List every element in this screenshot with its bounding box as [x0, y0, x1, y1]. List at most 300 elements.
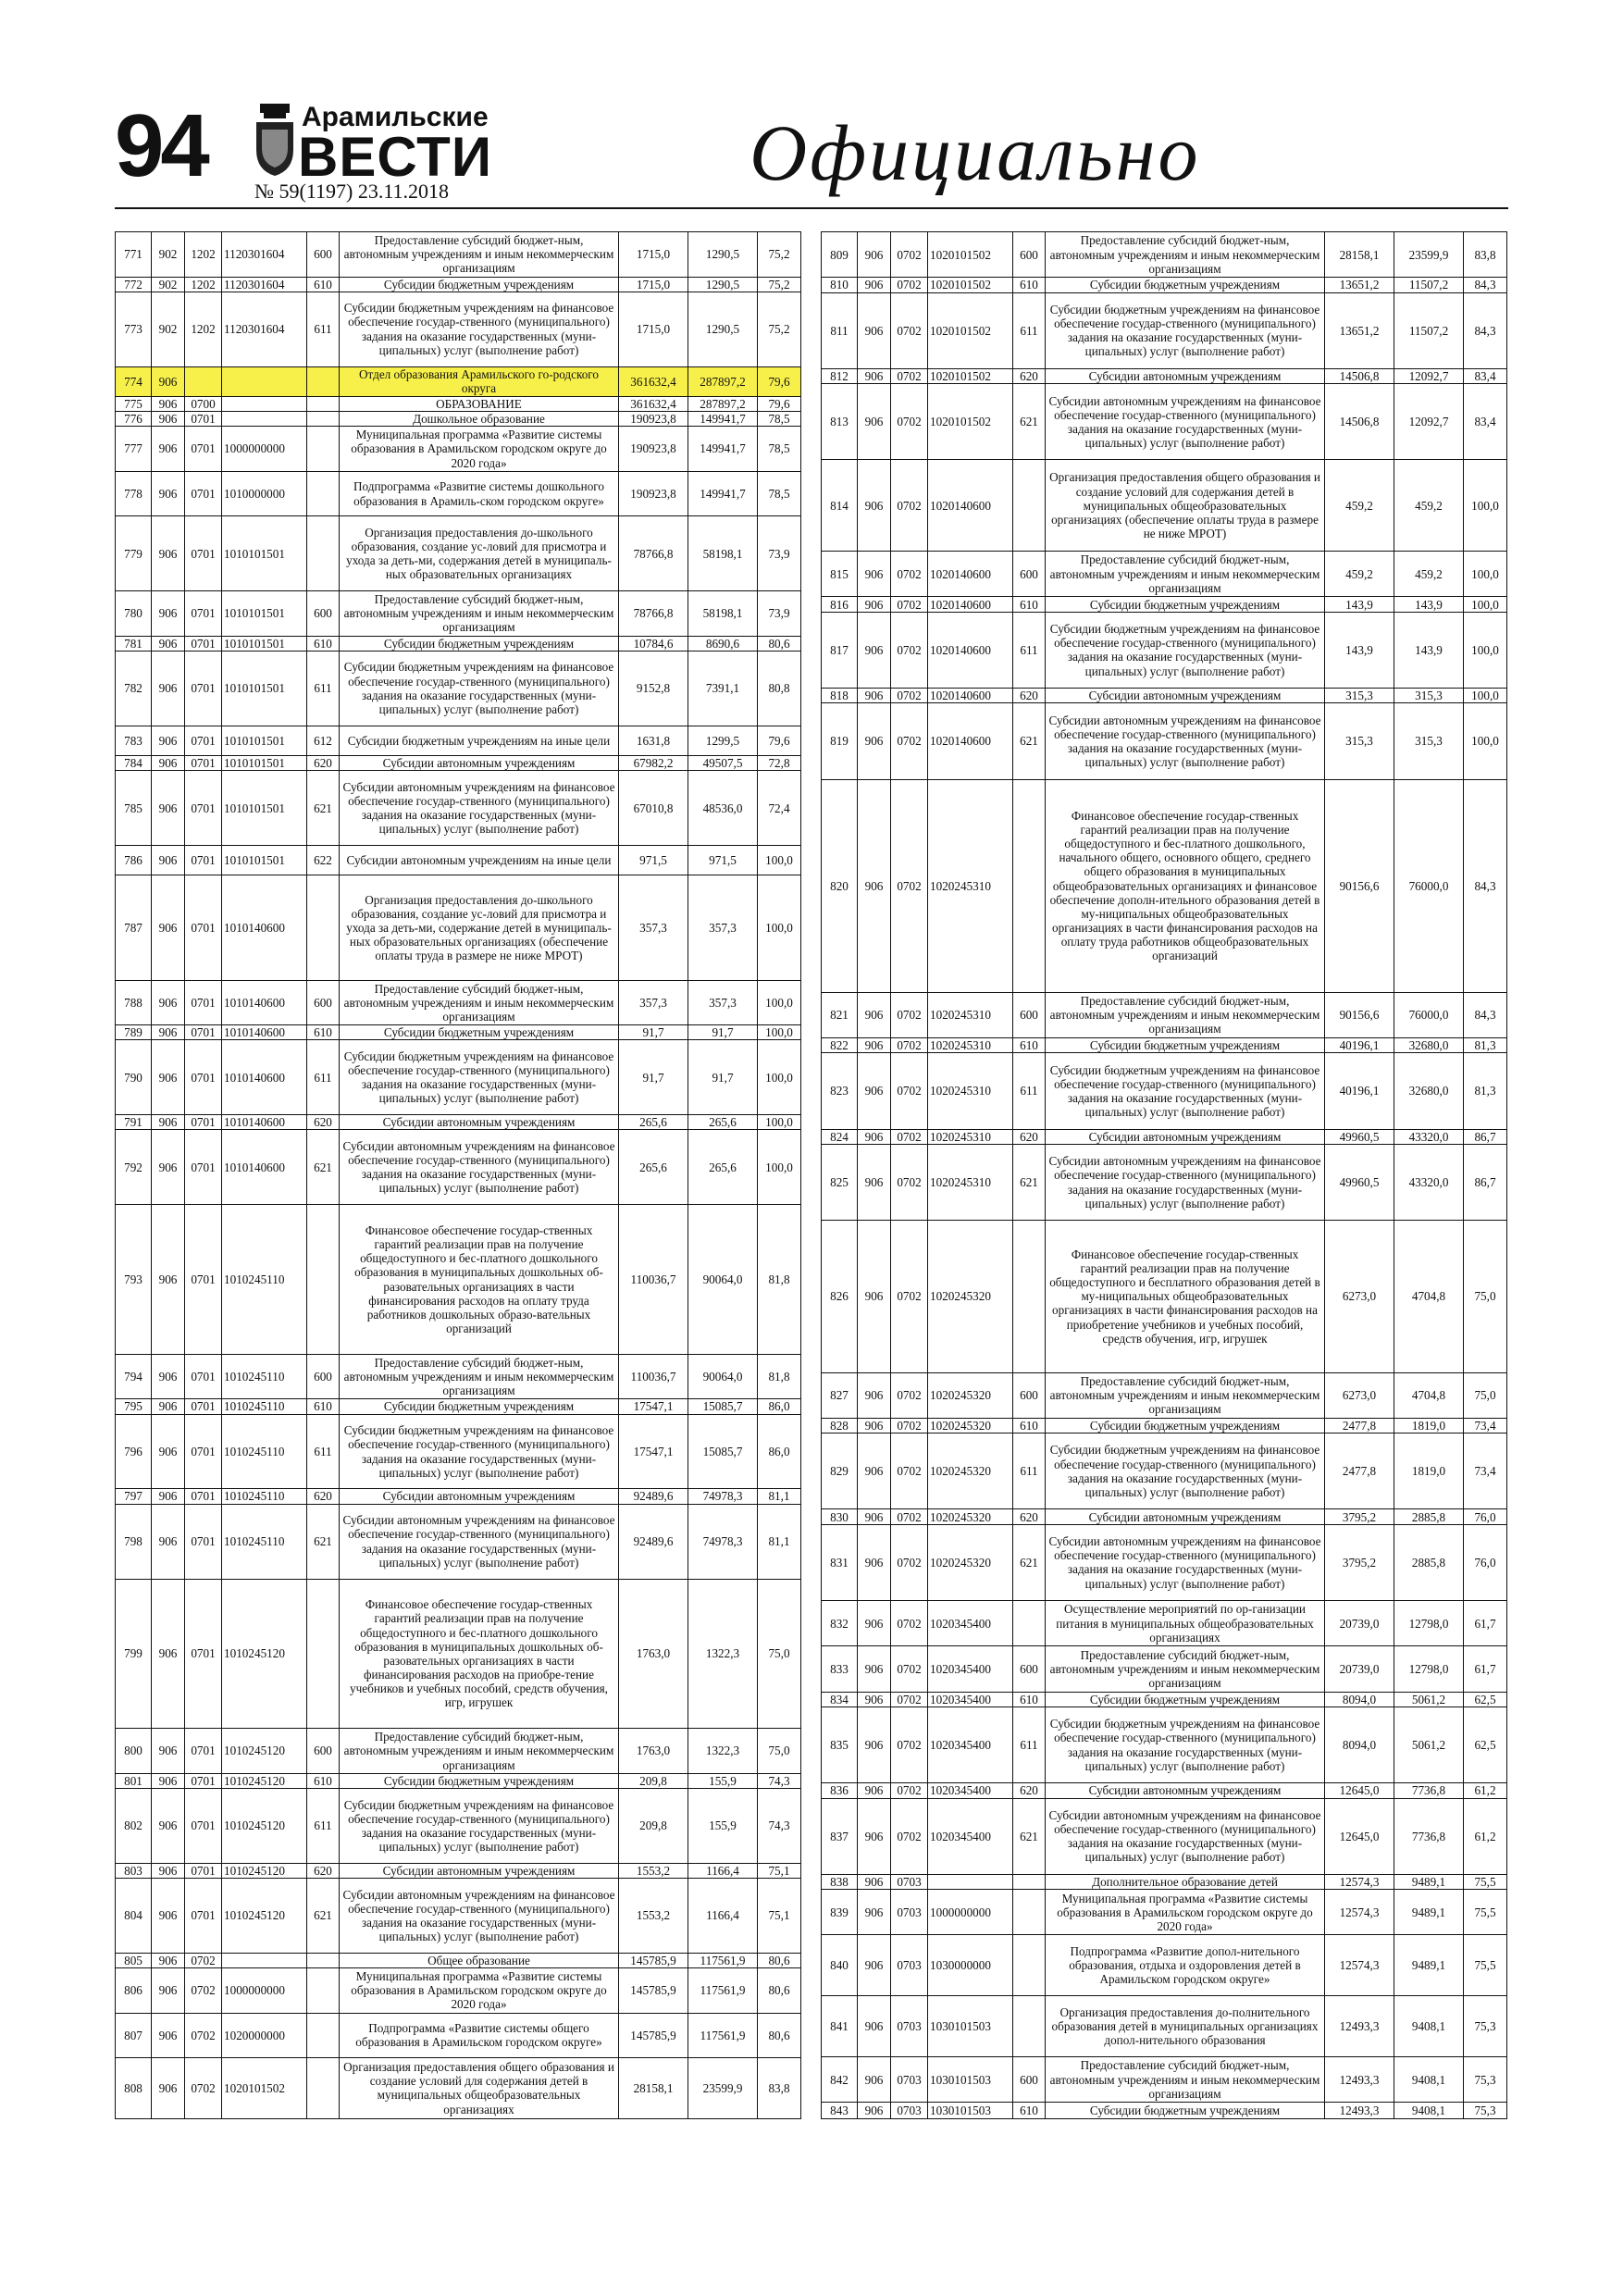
item-name-cell: Организация предоставления общего образования и создание условий для содержания детей в муниципальных общеобразовательных организациях (обеспечение оплаты труда в размере не ниже МРОТ) [1046, 460, 1325, 551]
row-number-cell: 781 [116, 637, 152, 651]
row-number-cell: 802 [116, 1789, 152, 1863]
grbs-cell: 906 [152, 875, 185, 979]
planned-amount-cell: 17547,1 [619, 1399, 688, 1413]
executed-amount-cell: 58198,1 [688, 516, 758, 590]
item-name-cell: Субсидии бюджетным учреждениям [1046, 1693, 1325, 1706]
section-cell: 0702 [891, 369, 928, 383]
section-cell: 0702 [891, 1221, 928, 1371]
section-cell: 0701 [185, 1399, 222, 1413]
table-row [116, 1115, 800, 1130]
planned-amount-cell: 1715,0 [619, 292, 688, 366]
item-name-cell: Субсидии бюджетным учреждениям [1046, 278, 1325, 292]
section-cell: 0701 [185, 1355, 222, 1399]
expense-type-cell [307, 1954, 340, 1967]
section-cell: 0702 [891, 1433, 928, 1508]
grbs-cell: 906 [152, 397, 185, 411]
executed-amount-cell: 23599,9 [1394, 232, 1464, 277]
target-article-cell: 1010140600 [222, 1130, 307, 1204]
target-article-cell: 1010140600 [222, 1040, 307, 1114]
row-number-cell: 778 [116, 472, 152, 516]
section-cell: 0701 [185, 637, 222, 651]
executed-amount-cell: 357,3 [688, 981, 758, 1025]
item-name-cell: Предоставление субсидий бюджет-ным, автономным учреждениям и иным некоммерческим организациям [340, 591, 619, 636]
table-row [116, 278, 800, 292]
executed-amount-cell: 15085,7 [688, 1399, 758, 1413]
section-cell: 0701 [185, 1505, 222, 1579]
table-row [116, 2014, 800, 2059]
item-name-cell: Осуществление мероприятий по ор-ганизации питания в муниципальных общеобразовательных организациях [1046, 1601, 1325, 1645]
row-number-cell: 829 [822, 1433, 858, 1508]
row-number-cell: 832 [822, 1601, 858, 1645]
percent-cell: 62,5 [1474, 1738, 1496, 1752]
planned-amount-cell: 315,3 [1325, 703, 1394, 778]
percent-cell: 75,3 [1474, 2072, 1496, 2087]
budget-table-left [115, 231, 801, 2119]
percent-cell: 80,8 [768, 681, 790, 696]
planned-amount-cell: 190923,8 [619, 427, 688, 471]
grbs-cell: 906 [858, 552, 891, 596]
grbs-cell: 906 [858, 1145, 891, 1220]
item-name-cell: Субсидии автономным учреждениям на финансовое обеспечение государ-ственного (муниципального) задания на оказание государственных (муни-ципальных) услуг (выполнение работ) [1046, 1145, 1325, 1220]
expense-type-cell: 611 [1013, 1707, 1046, 1782]
table-row [116, 367, 800, 397]
table-row [822, 613, 1506, 689]
planned-amount-cell: 13651,2 [1325, 293, 1394, 368]
item-name-cell: Субсидии бюджетным учреждениям на финансовое обеспечение государ-ственного (муниципального) задания на оказание государственных (муни-ципальных) услуг (выполнение работ) [1046, 1433, 1325, 1508]
item-name-cell: Муниципальная программа «Развитие системы образования в Арамильском городском округе до 2020 года» [340, 427, 619, 471]
table-row [822, 689, 1506, 703]
target-article-cell: 1000000000 [928, 1890, 1013, 1934]
percent-cell: 75,2 [768, 277, 790, 292]
planned-amount-cell: 6273,0 [1325, 1373, 1394, 1418]
expense-type-cell [307, 1968, 340, 2013]
newspaper-name-main: ВЕСТИ [298, 126, 492, 188]
row-number-cell: 840 [822, 1935, 858, 1995]
item-name-cell: Финансовое обеспечение государ-ственных гарантий реализации прав на получение общедоступного и бес-платного дошкольного, начального общего, основного общего, среднего общего образования в муниципальных общеобразовательных организациях и финансовое обеспечение дополн-ительного образования детей в му-ниципальных общеобразовательных организациях в части финансирования расходов на оплату труда работников общеобразовательных организаций [1046, 780, 1325, 992]
table-row [116, 412, 800, 427]
expense-type-cell: 621 [1013, 384, 1046, 459]
section-cell [185, 367, 222, 396]
item-name-cell: Субсидии автономным учреждениям на финансовое обеспечение государ-ственного (муниципального) задания на оказание государственных (муни-ципальных) услуг (выполнение работ) [340, 1130, 619, 1204]
table-row [822, 1221, 1506, 1372]
row-number-cell: 794 [116, 1355, 152, 1399]
grbs-cell: 906 [152, 2058, 185, 2118]
percent-cell: 83,8 [1474, 247, 1496, 262]
planned-amount-cell: 92489,6 [619, 1489, 688, 1503]
percent-cell: 75,2 [768, 322, 790, 337]
executed-amount-cell: 43320,0 [1394, 1130, 1464, 1144]
grbs-cell: 906 [152, 472, 185, 516]
planned-amount-cell: 1763,0 [619, 1580, 688, 1729]
item-name-cell: Предоставление субсидий бюджет-ным, автономным учреждениям и иным некоммерческим организациям [340, 232, 619, 277]
item-name-cell: Субсидии автономным учреждениям [1046, 369, 1325, 383]
target-article-cell: 1020140600 [928, 597, 1013, 611]
target-article-cell: 1020140600 [928, 460, 1013, 551]
target-article-cell: 1010245110 [222, 1205, 307, 1354]
table-row [822, 552, 1506, 597]
table-row [822, 1875, 1506, 1890]
executed-amount-cell: 5061,2 [1394, 1693, 1464, 1706]
percent-cell: 80,6 [768, 636, 790, 651]
row-number-cell: 806 [116, 1968, 152, 2013]
item-name-cell: Субсидии бюджетным учреждениям [1046, 2103, 1325, 2117]
target-article-cell: 1020101502 [928, 232, 1013, 277]
expense-type-cell [307, 516, 340, 590]
percent-cell: 75,1 [768, 1908, 790, 1923]
expense-type-cell: 600 [1013, 1646, 1046, 1691]
row-number-cell: 782 [116, 652, 152, 726]
grbs-cell: 906 [858, 1053, 891, 1128]
planned-amount-cell: 91,7 [619, 1040, 688, 1114]
section-cell: 0702 [891, 1799, 928, 1874]
item-name-cell: Организация предоставления до-полнительного образования детей в муниципальных организациях допол-нительного образования [1046, 1996, 1325, 2056]
section-cell: 0701 [185, 1130, 222, 1204]
planned-amount-cell: 78766,8 [619, 516, 688, 590]
grbs-cell: 906 [858, 1373, 891, 1418]
planned-amount-cell: 10784,6 [619, 637, 688, 651]
expense-type-cell [307, 367, 340, 396]
target-article-cell: 1020345400 [928, 1693, 1013, 1706]
header-rule [115, 207, 1508, 209]
target-article-cell: 1010000000 [222, 472, 307, 516]
target-article-cell: 1020101502 [928, 384, 1013, 459]
grbs-cell: 906 [858, 1221, 891, 1371]
percent-cell: 100,0 [1471, 597, 1499, 612]
expense-type-cell: 621 [1013, 1145, 1046, 1220]
planned-amount-cell: 8094,0 [1325, 1707, 1394, 1782]
grbs-cell: 906 [152, 516, 185, 590]
percent-cell: 84,3 [1474, 878, 1496, 893]
table-row [822, 460, 1506, 552]
section-cell: 0702 [891, 1509, 928, 1523]
executed-amount-cell: 1819,0 [1394, 1419, 1464, 1433]
grbs-cell: 906 [858, 2057, 891, 2102]
row-number-cell: 789 [116, 1025, 152, 1039]
percent-cell: 81,1 [768, 1489, 790, 1504]
table-row [822, 1693, 1506, 1707]
target-article-cell: 1030101503 [928, 1996, 1013, 2056]
planned-amount-cell: 110036,7 [619, 1205, 688, 1354]
target-article-cell: 1010101501 [222, 771, 307, 845]
percent-cell: 86,7 [1474, 1174, 1496, 1189]
executed-amount-cell: 287897,2 [688, 367, 758, 396]
target-article-cell: 1010245110 [222, 1355, 307, 1399]
grbs-cell: 906 [858, 1038, 891, 1052]
executed-amount-cell: 287897,2 [688, 397, 758, 411]
grbs-cell: 906 [152, 427, 185, 471]
row-number-cell: 843 [822, 2103, 858, 2117]
section-cell: 0702 [891, 1707, 928, 1782]
target-article-cell: 1020245310 [928, 1130, 1013, 1144]
item-name-cell: Субсидии бюджетным учреждениям [340, 1025, 619, 1039]
section-cell: 0702 [891, 1053, 928, 1128]
expense-type-cell: 600 [307, 591, 340, 636]
executed-amount-cell: 1290,5 [688, 278, 758, 292]
grbs-cell: 906 [858, 1890, 891, 1934]
section-cell: 0701 [185, 652, 222, 726]
expense-type-cell: 620 [1013, 1509, 1046, 1523]
expense-type-cell: 612 [307, 726, 340, 755]
item-name-cell: Подпрограмма «Развитие системы общего образования в Арамильском городском округе» [340, 2014, 619, 2058]
expense-type-cell: 611 [1013, 613, 1046, 688]
target-article-cell: 1010101501 [222, 591, 307, 636]
section-cell: 0701 [185, 472, 222, 516]
expense-type-cell [1013, 1601, 1046, 1645]
table-row [116, 771, 800, 846]
row-number-cell: 839 [822, 1890, 858, 1934]
planned-amount-cell: 190923,8 [619, 472, 688, 516]
row-number-cell: 792 [116, 1130, 152, 1204]
planned-amount-cell: 92489,6 [619, 1505, 688, 1579]
planned-amount-cell: 1553,2 [619, 1864, 688, 1878]
grbs-cell: 906 [152, 1025, 185, 1039]
table-row [116, 1580, 800, 1730]
item-name-cell: Субсидии бюджетным учреждениям [340, 1774, 619, 1788]
grbs-cell: 906 [858, 689, 891, 702]
table-row [116, 472, 800, 517]
table-row [822, 1373, 1506, 1419]
table-row [822, 780, 1506, 993]
expense-type-cell [1013, 1875, 1046, 1889]
target-article-cell: 1010245120 [222, 1879, 307, 1953]
item-name-cell: Субсидии бюджетным учреждениям [340, 637, 619, 651]
executed-amount-cell: 48536,0 [688, 771, 758, 845]
expense-type-cell: 622 [307, 846, 340, 875]
executed-amount-cell: 315,3 [1394, 689, 1464, 702]
row-number-cell: 795 [116, 1399, 152, 1413]
expense-type-cell: 620 [1013, 1783, 1046, 1797]
expense-type-cell: 621 [307, 1130, 340, 1204]
row-number-cell: 779 [116, 516, 152, 590]
grbs-cell: 906 [152, 1864, 185, 1878]
row-number-cell: 776 [116, 412, 152, 426]
target-article-cell: 1010101501 [222, 652, 307, 726]
item-name-cell: Финансовое обеспечение государ-ственных гарантий реализации прав на получение общедоступного и бес-платного дошкольного образования в муниципальных дошкольных об-разовательных организациях в части финансирования расходов на приобре-тение учебников и учебных пособий, средств обучения, игр, игрушек [340, 1580, 619, 1729]
planned-amount-cell: 361632,4 [619, 367, 688, 396]
percent-cell: 61,2 [1474, 1829, 1496, 1843]
grbs-cell: 906 [858, 780, 891, 992]
item-name-cell: ОБРАЗОВАНИЕ [340, 397, 619, 411]
target-article-cell: 1020245320 [928, 1221, 1013, 1371]
percent-cell: 83,8 [768, 2080, 790, 2095]
percent-cell: 100,0 [1471, 642, 1499, 657]
expense-type-cell [307, 472, 340, 516]
planned-amount-cell: 12645,0 [1325, 1799, 1394, 1874]
table-row [116, 1489, 800, 1504]
executed-amount-cell: 1290,5 [688, 292, 758, 366]
expense-type-cell: 620 [1013, 1130, 1046, 1144]
target-article-cell [928, 1875, 1013, 1889]
row-number-cell: 814 [822, 460, 858, 551]
executed-amount-cell: 91,7 [688, 1025, 758, 1039]
issue-info: № 59(1197) 23.11.2018 [254, 180, 450, 203]
table-row [116, 1864, 800, 1879]
expense-type-cell: 600 [1013, 232, 1046, 277]
percent-cell: 100,0 [765, 1160, 793, 1174]
planned-amount-cell: 28158,1 [619, 2058, 688, 2118]
target-article-cell: 1020345400 [928, 1707, 1013, 1782]
table-row [116, 591, 800, 637]
section-cell: 0702 [891, 460, 928, 551]
table-row [822, 1419, 1506, 1433]
item-name-cell: Предоставление субсидий бюджет-ным, автономным учреждениям и иным некоммерческим организациям [340, 1355, 619, 1399]
target-article-cell: 1020101502 [928, 278, 1013, 292]
target-article-cell: 1020345400 [928, 1799, 1013, 1874]
section-cell: 0702 [891, 1646, 928, 1691]
expense-type-cell: 611 [1013, 1053, 1046, 1128]
percent-cell: 100,0 [1471, 734, 1499, 749]
target-article-cell: 1000000000 [222, 427, 307, 471]
planned-amount-cell: 6273,0 [1325, 1221, 1394, 1371]
percent-cell: 76,0 [1474, 1555, 1496, 1570]
grbs-cell: 906 [152, 1789, 185, 1863]
section-cell: 0701 [185, 1205, 222, 1354]
row-number-cell: 821 [822, 993, 858, 1037]
section-cell: 0702 [891, 1525, 928, 1600]
expense-type-cell: 621 [307, 1879, 340, 1953]
grbs-cell: 902 [152, 232, 185, 277]
row-number-cell: 835 [822, 1707, 858, 1782]
table-row [116, 846, 800, 875]
percent-cell: 79,6 [768, 733, 790, 748]
planned-amount-cell: 49960,5 [1325, 1130, 1394, 1144]
row-number-cell: 841 [822, 1996, 858, 2056]
grbs-cell: 906 [152, 771, 185, 845]
expense-type-cell [307, 412, 340, 426]
item-name-cell: Муниципальная программа «Развитие системы образования в Арамильском городском округе до 2020 года» [340, 1968, 619, 2013]
row-number-cell: 803 [116, 1864, 152, 1878]
target-article-cell: 1020345400 [928, 1783, 1013, 1797]
executed-amount-cell: 76000,0 [1394, 780, 1464, 992]
target-article-cell: 1020101502 [222, 2058, 307, 2118]
table-row [116, 1025, 800, 1040]
executed-amount-cell: 76000,0 [1394, 993, 1464, 1037]
table-row [116, 1355, 800, 1400]
expense-type-cell: 600 [1013, 993, 1046, 1037]
row-number-cell: 805 [116, 1954, 152, 1967]
target-article-cell: 1030101503 [928, 2057, 1013, 2102]
item-name-cell: Дополнительное образование детей [1046, 1875, 1325, 1889]
item-name-cell: Предоставление субсидий бюджет-ным, автономным учреждениям и иным некоммерческим организациям [1046, 993, 1325, 1037]
planned-amount-cell: 8094,0 [1325, 1693, 1394, 1706]
target-article-cell: 1030000000 [928, 1935, 1013, 1995]
executed-amount-cell: 8690,6 [688, 637, 758, 651]
row-number-cell: 784 [116, 756, 152, 770]
table-row [116, 516, 800, 591]
section-cell: 0702 [891, 613, 928, 688]
table-row [116, 232, 800, 278]
percent-cell: 100,0 [765, 1115, 793, 1130]
planned-amount-cell: 143,9 [1325, 597, 1394, 611]
executed-amount-cell: 1322,3 [688, 1729, 758, 1773]
row-number-cell: 838 [822, 1875, 858, 1889]
expense-type-cell: 621 [307, 1505, 340, 1579]
planned-amount-cell: 78766,8 [619, 591, 688, 636]
section-cell: 0701 [185, 1025, 222, 1039]
executed-amount-cell: 43320,0 [1394, 1145, 1464, 1220]
planned-amount-cell: 12574,3 [1325, 1890, 1394, 1934]
percent-cell: 84,3 [1474, 323, 1496, 338]
item-name-cell: Субсидии бюджетным учреждениям [340, 1399, 619, 1413]
grbs-cell: 906 [858, 1707, 891, 1782]
grbs-cell: 902 [152, 292, 185, 366]
target-article-cell: 1010245120 [222, 1729, 307, 1773]
row-number-cell: 820 [822, 780, 858, 992]
grbs-cell: 906 [152, 1355, 185, 1399]
executed-amount-cell: 149941,7 [688, 427, 758, 471]
row-number-cell: 796 [116, 1415, 152, 1489]
table-row [116, 292, 800, 367]
percent-cell: 100,0 [765, 853, 793, 868]
percent-cell: 81,3 [1474, 1084, 1496, 1098]
table-row [822, 1996, 1506, 2057]
percent-cell: 75,3 [1474, 2019, 1496, 2033]
executed-amount-cell: 143,9 [1394, 597, 1464, 611]
percent-cell: 81,8 [768, 1370, 790, 1384]
item-name-cell: Предоставление субсидий бюджет-ным, автономным учреждениям и иным некоммерческим организациям [1046, 1646, 1325, 1691]
planned-amount-cell: 49960,5 [1325, 1145, 1394, 1220]
target-article-cell: 1120301604 [222, 278, 307, 292]
section-cell: 1202 [185, 232, 222, 277]
expense-type-cell: 620 [307, 1115, 340, 1129]
row-number-cell: 775 [116, 397, 152, 411]
grbs-cell: 906 [152, 591, 185, 636]
percent-cell: 73,4 [1474, 1464, 1496, 1479]
target-article-cell: 1020101502 [928, 293, 1013, 368]
table-row [822, 1935, 1506, 1996]
percent-cell: 78,5 [768, 441, 790, 456]
grbs-cell: 906 [152, 1399, 185, 1413]
section-cell: 0702 [891, 232, 928, 277]
table-row [822, 1601, 1506, 1646]
planned-amount-cell: 9152,8 [619, 652, 688, 726]
section-cell: 0702 [891, 278, 928, 292]
grbs-cell: 906 [152, 1954, 185, 1967]
table-row [822, 1053, 1506, 1129]
executed-amount-cell: 1166,4 [688, 1864, 758, 1878]
section-cell: 0701 [185, 1580, 222, 1729]
percent-cell: 78,5 [768, 486, 790, 501]
item-name-cell: Субсидии автономным учреждениям на финансовое обеспечение государ-ственного (муниципального) задания на оказание государственных (муни-ципальных) услуг (выполнение работ) [1046, 1799, 1325, 1874]
table-row [116, 756, 800, 771]
percent-cell: 100,0 [765, 1025, 793, 1040]
section-cell: 0701 [185, 846, 222, 875]
grbs-cell: 906 [152, 846, 185, 875]
expense-type-cell: 611 [307, 1789, 340, 1863]
grbs-cell: 906 [858, 278, 891, 292]
expense-type-cell: 600 [307, 1355, 340, 1399]
row-number-cell: 788 [116, 981, 152, 1025]
row-number-cell: 790 [116, 1040, 152, 1114]
planned-amount-cell: 90156,6 [1325, 780, 1394, 992]
expense-type-cell [307, 2058, 340, 2118]
percent-cell: 81,8 [768, 1272, 790, 1286]
expense-type-cell: 610 [307, 637, 340, 651]
row-number-cell: 799 [116, 1580, 152, 1729]
section-cell: 1202 [185, 278, 222, 292]
executed-amount-cell: 49507,5 [688, 756, 758, 770]
expense-type-cell: 611 [1013, 293, 1046, 368]
grbs-cell: 906 [152, 1415, 185, 1489]
table-row [116, 1729, 800, 1774]
planned-amount-cell: 357,3 [619, 875, 688, 979]
grbs-cell: 906 [152, 1968, 185, 2013]
row-number-cell: 771 [116, 232, 152, 277]
expense-type-cell: 620 [307, 756, 340, 770]
executed-amount-cell: 7391,1 [688, 652, 758, 726]
expense-type-cell: 611 [1013, 1433, 1046, 1508]
expense-type-cell [307, 427, 340, 471]
